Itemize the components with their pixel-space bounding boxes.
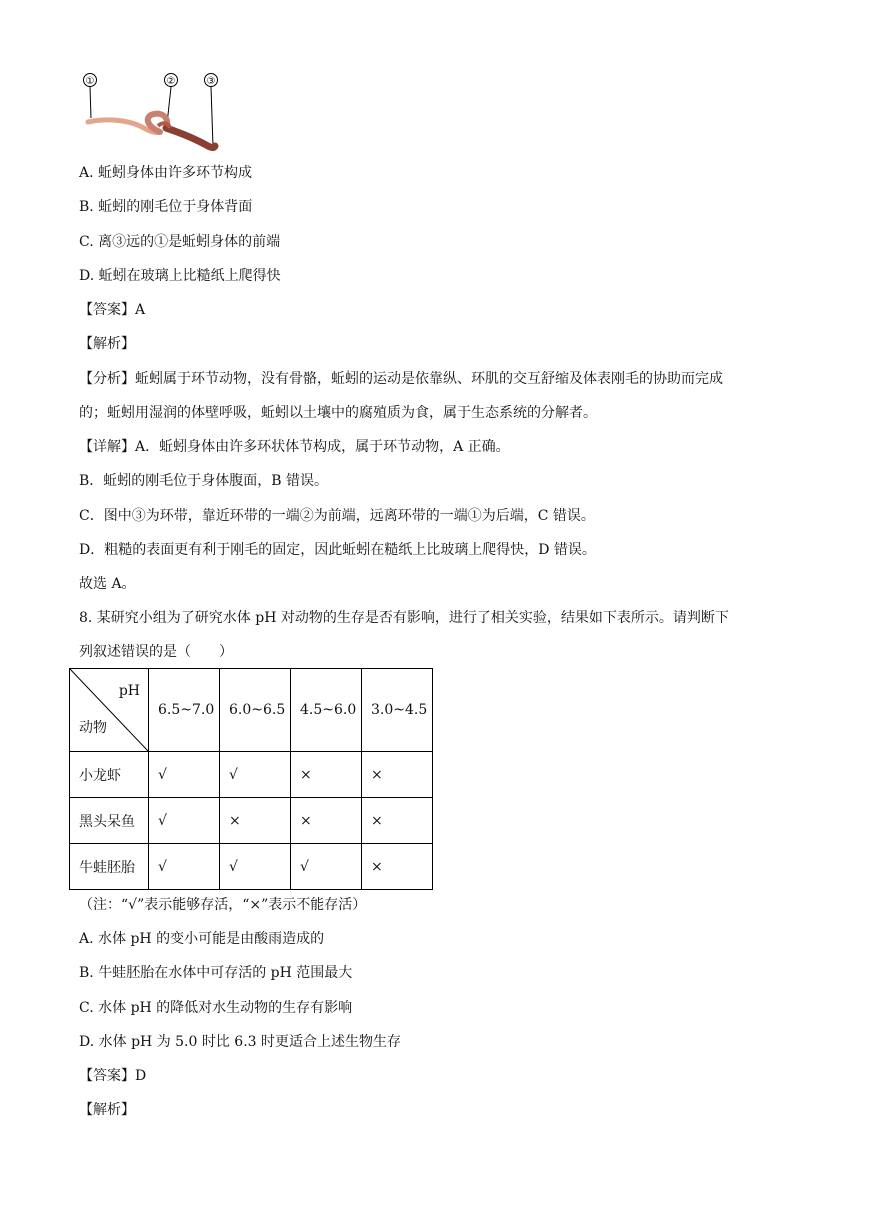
- column-header: 4.5~6.0: [291, 669, 362, 752]
- label-1-marker: [84, 74, 97, 119]
- label-2: ②: [166, 76, 176, 87]
- earthworm-illustration: [82, 68, 222, 158]
- option-b-ph: B. 牛蛙胚胎在水体中可存活的 pH 范围最大: [79, 965, 353, 981]
- option-d-earthworm: D. 蚯蚓在玻璃上比糙纸上爬得快: [79, 268, 281, 284]
- analysis-paragraph-2: 的；蚯蚓用湿润的体壁呼吸，蚯蚓以土壤中的腐殖质为食，属于生态系统的分解者。: [79, 405, 597, 421]
- result-cell: ×: [220, 798, 291, 844]
- detail-d: D．粗糙的表面更有利于刚毛的固定，因此蚯蚓在糙纸上比玻璃上爬得快，D 错误。: [79, 542, 596, 558]
- choice-conclusion: 故选 A。: [79, 576, 136, 592]
- table-row: [70, 752, 433, 798]
- column-header: 6.5~7.0: [149, 669, 220, 752]
- option-a-ph: A. 水体 pH 的变小可能是由酸雨造成的: [79, 931, 325, 947]
- option-c-earthworm: C. 离③远的①是蚯蚓身体的前端: [79, 234, 281, 250]
- result-cell: ×: [362, 798, 433, 844]
- option-d-ph: D. 水体 pH 为 5.0 时比 6.3 时更适合上述生物生存: [79, 1034, 402, 1050]
- label-3: ③: [206, 76, 216, 87]
- analysis-paragraph-1: 【分析】蚯蚓属于环节动物，没有骨骼，蚯蚓的运动是依靠纵、环肌的交互舒缩及体表刚毛的协助而完成: [79, 371, 723, 387]
- table-corner-cell: [70, 669, 149, 752]
- result-cell: √: [149, 798, 220, 844]
- earthworm-figure: [82, 68, 222, 158]
- column-header: 3.0~4.5: [362, 669, 433, 752]
- result-cell: ×: [362, 844, 433, 890]
- result-cell: √: [291, 844, 362, 890]
- result-cell: ×: [291, 798, 362, 844]
- analysis-heading-8: 【解析】: [79, 1102, 135, 1118]
- result-cell: √: [149, 844, 220, 890]
- row-label: 牛蛙胚胎: [70, 844, 149, 890]
- table-row: [70, 844, 433, 890]
- row-label: 黑头呆鱼: [70, 798, 149, 844]
- label-1: ①: [85, 76, 95, 87]
- result-cell: √: [220, 752, 291, 798]
- detail-a: 【详解】A．蚯蚓身体由许多环状体节构成，属于环节动物，A 正确。: [79, 439, 510, 455]
- table-note: （注：“√”表示能够存活，“×”表示不能存活）: [79, 897, 367, 913]
- table-row: [70, 798, 433, 844]
- option-c-ph: C. 水体 pH 的降低对水生动物的生存有影响: [79, 1000, 353, 1016]
- answer-line: 【答案】A: [79, 302, 146, 318]
- corner-animal-label: 动物: [79, 720, 107, 736]
- corner-ph-label: pH: [118, 683, 140, 699]
- corner-diagonal: [70, 669, 148, 751]
- column-header: 6.0~6.5: [220, 669, 291, 752]
- question-8-stem-1: 8. 某研究小组为了研究水体 pH 对动物的生存是否有影响，进行了相关实验，结果如下表所示。请判断下: [79, 610, 729, 626]
- option-b-earthworm: B. 蚯蚓的刚毛位于身体背面: [79, 199, 253, 215]
- result-cell: ×: [362, 752, 433, 798]
- result-cell: ×: [291, 752, 362, 798]
- analysis-heading: 【解析】: [79, 336, 135, 352]
- detail-b: B．蚯蚓的刚毛位于身体腹面，B 错误。: [79, 473, 329, 489]
- row-label: 小龙虾: [70, 752, 149, 798]
- question-8-stem-2: 列叙述错误的是（ ）: [79, 644, 233, 660]
- result-cell: √: [220, 844, 291, 890]
- result-cell: √: [149, 752, 220, 798]
- label-3-marker: [205, 74, 218, 147]
- option-a-earthworm: A. 蚯蚓身体由许多环节构成: [79, 165, 253, 181]
- detail-c: C．图中③为环带，靠近环带的一端②为前端，远离环带的一端①为后端，C 错误。: [79, 508, 595, 524]
- table-header-row: [70, 669, 433, 752]
- answer-line-8: 【答案】D: [79, 1068, 147, 1084]
- ph-survival-table: [69, 668, 433, 890]
